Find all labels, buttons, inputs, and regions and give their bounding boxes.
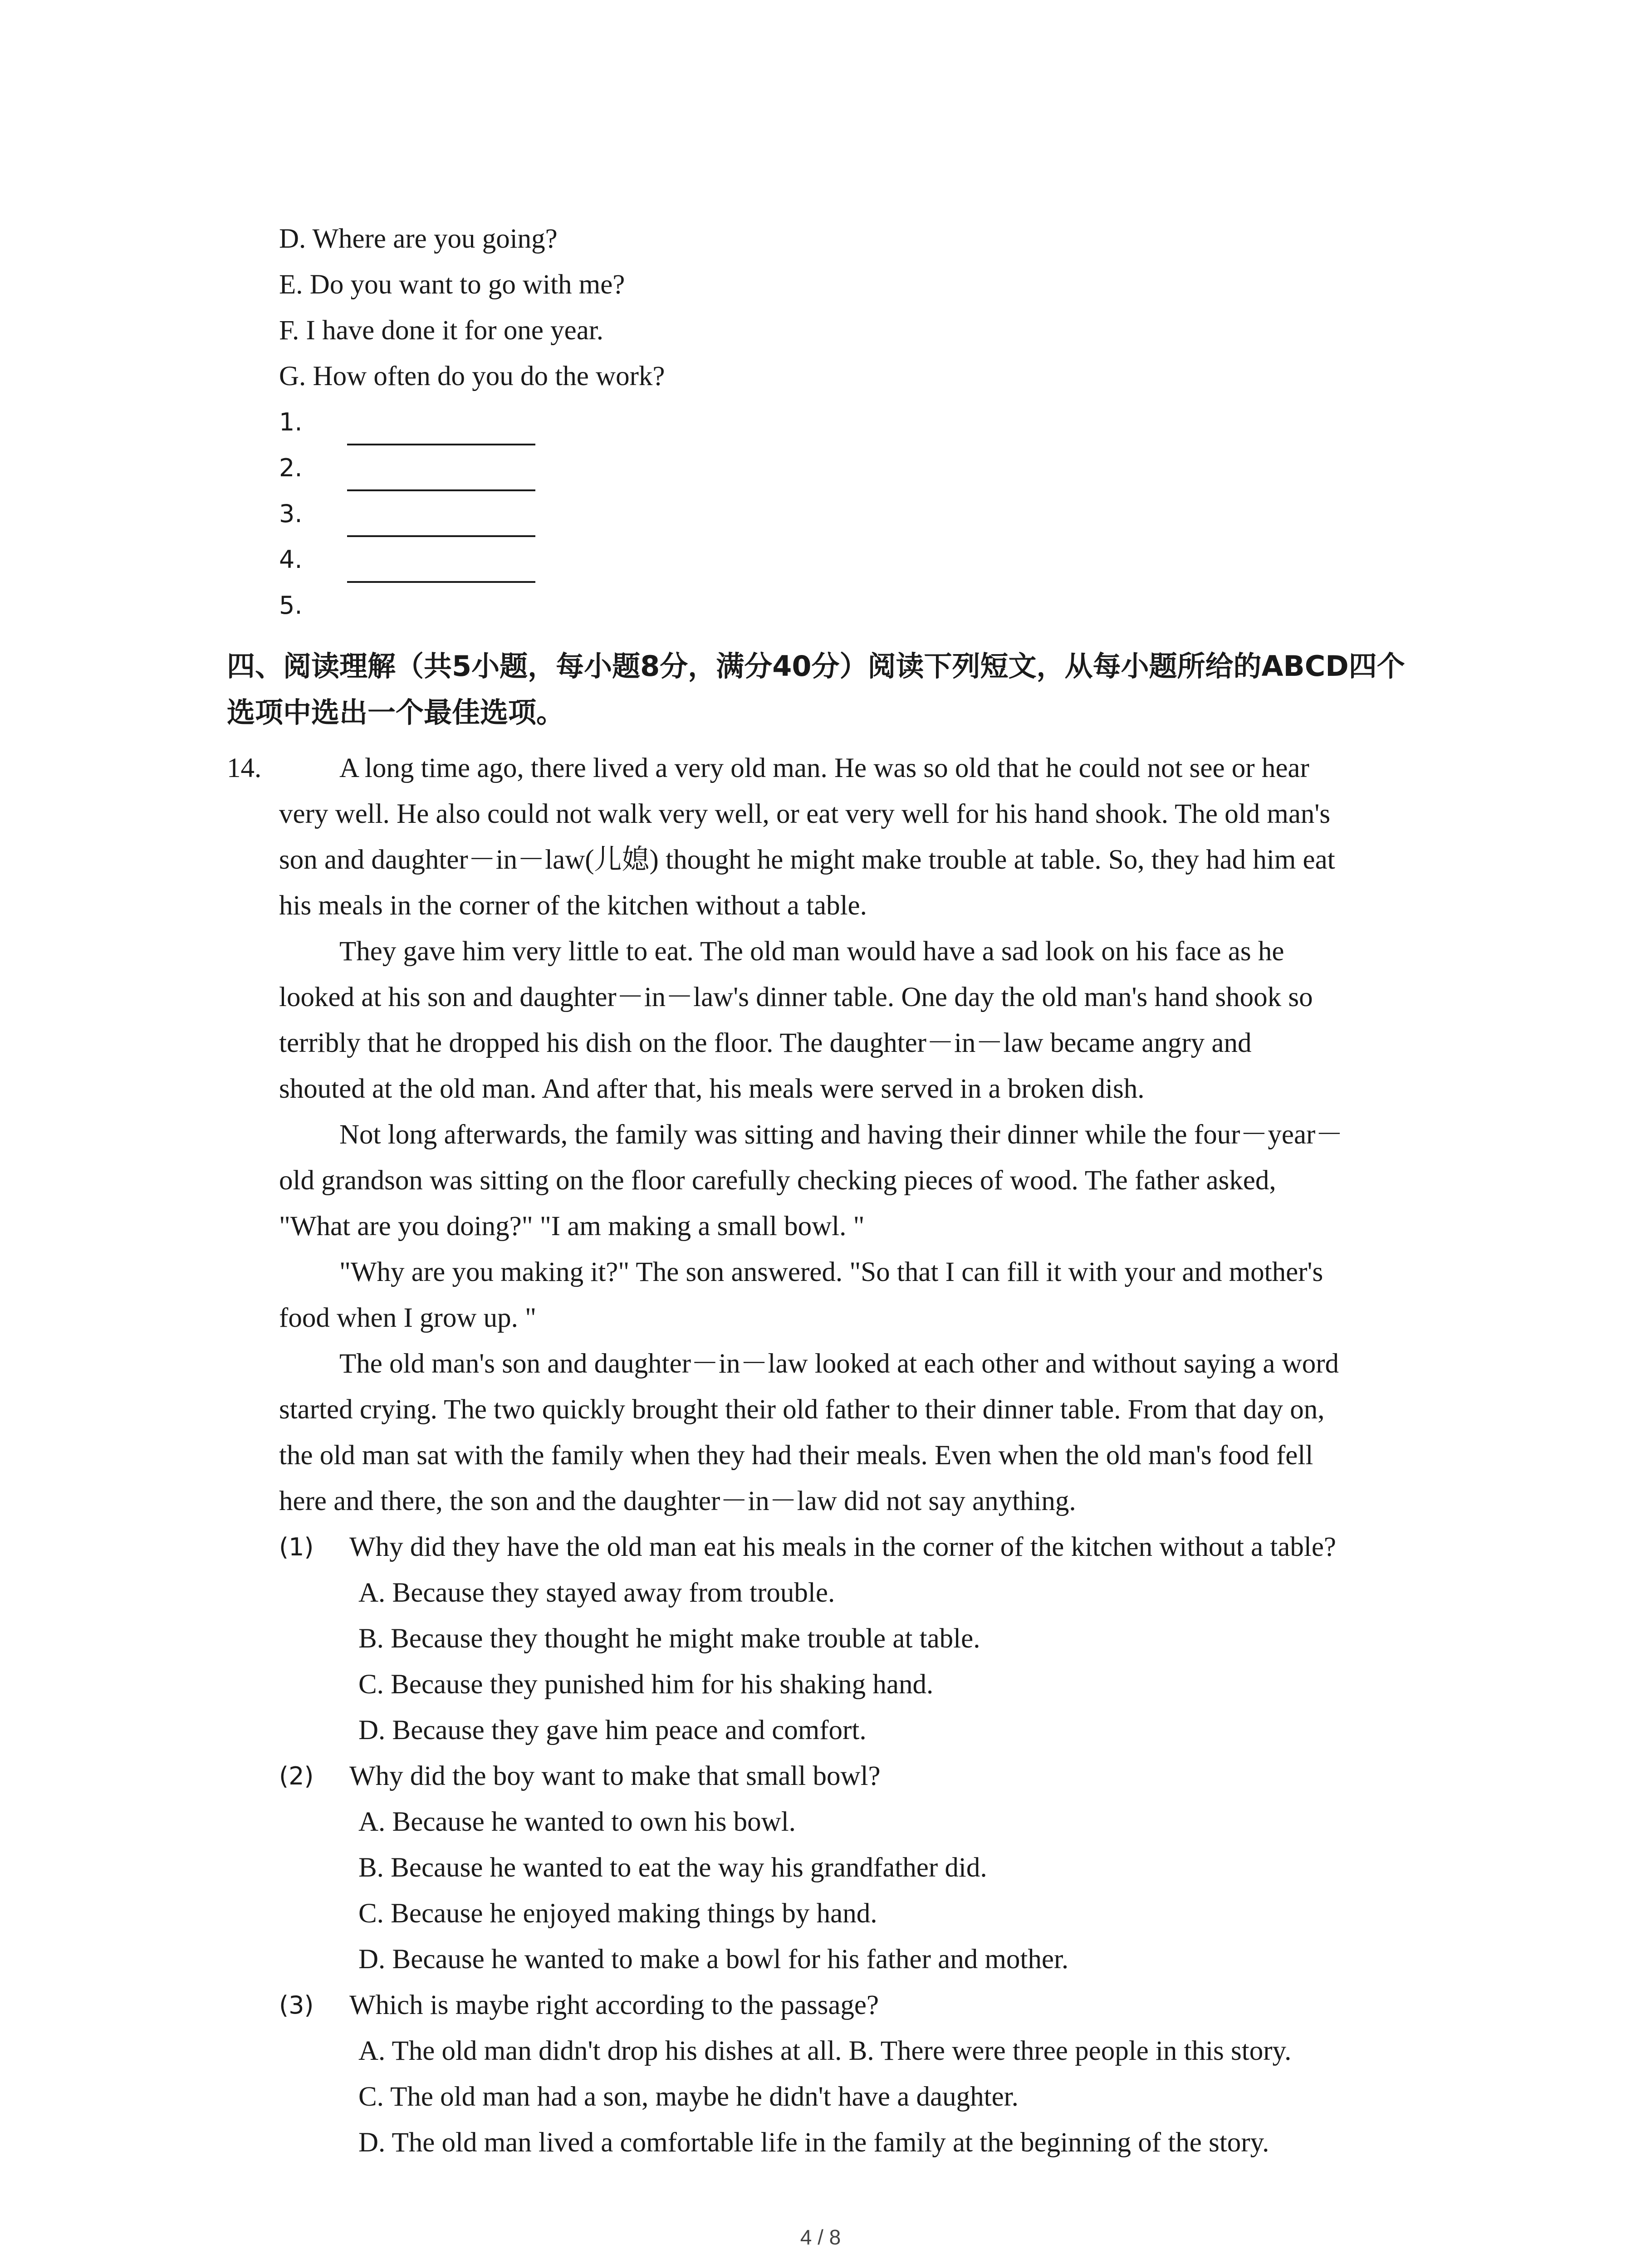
passage-line: "What are you doing?" "I am making a small bowl. " xyxy=(279,1211,865,1242)
passage-line: his meals in the corner of the kitchen without a table. xyxy=(279,890,867,921)
passage-line: Not long afterwards, the family was sitting and having their dinner while the four－year－ xyxy=(339,1119,1343,1150)
passage-line: the old man sat with the family when they had their meals. Even when the old man's food fell xyxy=(279,1440,1313,1471)
passage-line: "Why are you making it?" The son answered. "So that I can fill it with your and mother's xyxy=(339,1257,1323,1287)
sub-question-text: Which is maybe right according to the passage? xyxy=(349,1990,879,2020)
answer-option[interactable]: C. Because they punished him for his shaking hand. xyxy=(358,1669,934,1700)
sub-question-text: Why did the boy want to make that small bowl? xyxy=(349,1761,881,1791)
answer-number-4: 4. xyxy=(279,545,303,574)
passage-line: looked at his son and daughter－in－law's dinner table. One day the old man's hand shook so xyxy=(279,982,1313,1012)
passage-line: The old man's son and daughter－in－law looked at each other and without saying a word xyxy=(339,1349,1339,1379)
section-heading-line-1: 四、阅读理解（共5小题，每小题8分，满分40分）阅读下列短文，从每小题所给的ABCD四个 xyxy=(227,650,1405,683)
passage-line: very well. He also could not walk very well, or eat very well for his hand shook. The old man's xyxy=(279,799,1331,829)
answer-number-3: 3. xyxy=(279,499,303,528)
option-e: E. Do you want to go with me? xyxy=(279,269,625,300)
answer-option[interactable]: A. The old man didn't drop his dishes at all. B. There were three people in this story. xyxy=(358,2036,1292,2066)
sub-question-number: (2) xyxy=(279,1762,314,1790)
option-f: F. I have done it for one year. xyxy=(279,315,604,346)
passage-line: started crying. The two quickly brought their old father to their dinner table. From that day on, xyxy=(279,1394,1325,1425)
passage-line: son and daughter－in－law(儿媳) thought he might make trouble at table. So, they had him eat xyxy=(279,845,1335,875)
answer-number-1: 1. xyxy=(279,408,303,436)
answer-option[interactable]: C. The old man had a son, maybe he didn't have a daughter. xyxy=(358,2082,1019,2112)
passage-line: here and there, the son and the daughter－in－law did not say anything. xyxy=(279,1486,1076,1516)
answer-number-2: 2. xyxy=(279,454,303,482)
answer-option[interactable]: B. Because they thought he might make trouble at table. xyxy=(358,1623,980,1654)
sub-question-number: (3) xyxy=(279,1991,314,2019)
page-number: 4 / 8 xyxy=(800,2225,841,2249)
passage-line: old grandson was sitting on the floor carefully checking pieces of wood. The father asked, xyxy=(279,1165,1276,1196)
section-heading-line-2: 选项中选出一个最佳选项。 xyxy=(227,696,565,729)
question-number: 14. xyxy=(227,753,262,783)
answer-blank-3[interactable] xyxy=(347,535,535,537)
passage-line: A long time ago, there lived a very old man. He was so old that he could not see or hear xyxy=(339,753,1309,783)
answer-option[interactable]: B. Because he wanted to eat the way his grandfather did. xyxy=(358,1853,987,1883)
option-g: G. How often do you do the work? xyxy=(279,361,665,391)
answer-option[interactable]: D. The old man lived a comfortable life in the family at the beginning of the story. xyxy=(358,2127,1269,2158)
sub-question-number: (1) xyxy=(279,1533,314,1561)
sub-question-text: Why did they have the old man eat his meals in the corner of the kitchen without a table? xyxy=(349,1532,1336,1562)
passage-line: food when I grow up. " xyxy=(279,1303,537,1333)
option-d: D. Where are you going? xyxy=(279,224,558,254)
answer-blank-2[interactable] xyxy=(347,489,535,491)
passage-line: shouted at the old man. And after that, his meals were served in a broken dish. xyxy=(279,1074,1145,1104)
passage-line: terribly that he dropped his dish on the floor. The daughter－in－law became angry and xyxy=(279,1028,1252,1058)
answer-option[interactable]: A. Because he wanted to own his bowl. xyxy=(358,1807,796,1837)
answer-option[interactable]: A. Because they stayed away from trouble. xyxy=(358,1578,835,1608)
answer-option[interactable]: D. Because he wanted to make a bowl for his father and mother. xyxy=(358,1944,1069,1975)
answer-option[interactable]: C. Because he enjoyed making things by hand. xyxy=(358,1898,877,1929)
answer-option[interactable]: D. Because they gave him peace and comfort. xyxy=(358,1715,867,1745)
answer-number-5: 5. xyxy=(279,591,303,620)
answer-blank-1[interactable] xyxy=(347,444,535,445)
passage-line: They gave him very little to eat. The old man would have a sad look on his face as he xyxy=(339,936,1284,967)
answer-blank-4[interactable] xyxy=(347,581,535,583)
